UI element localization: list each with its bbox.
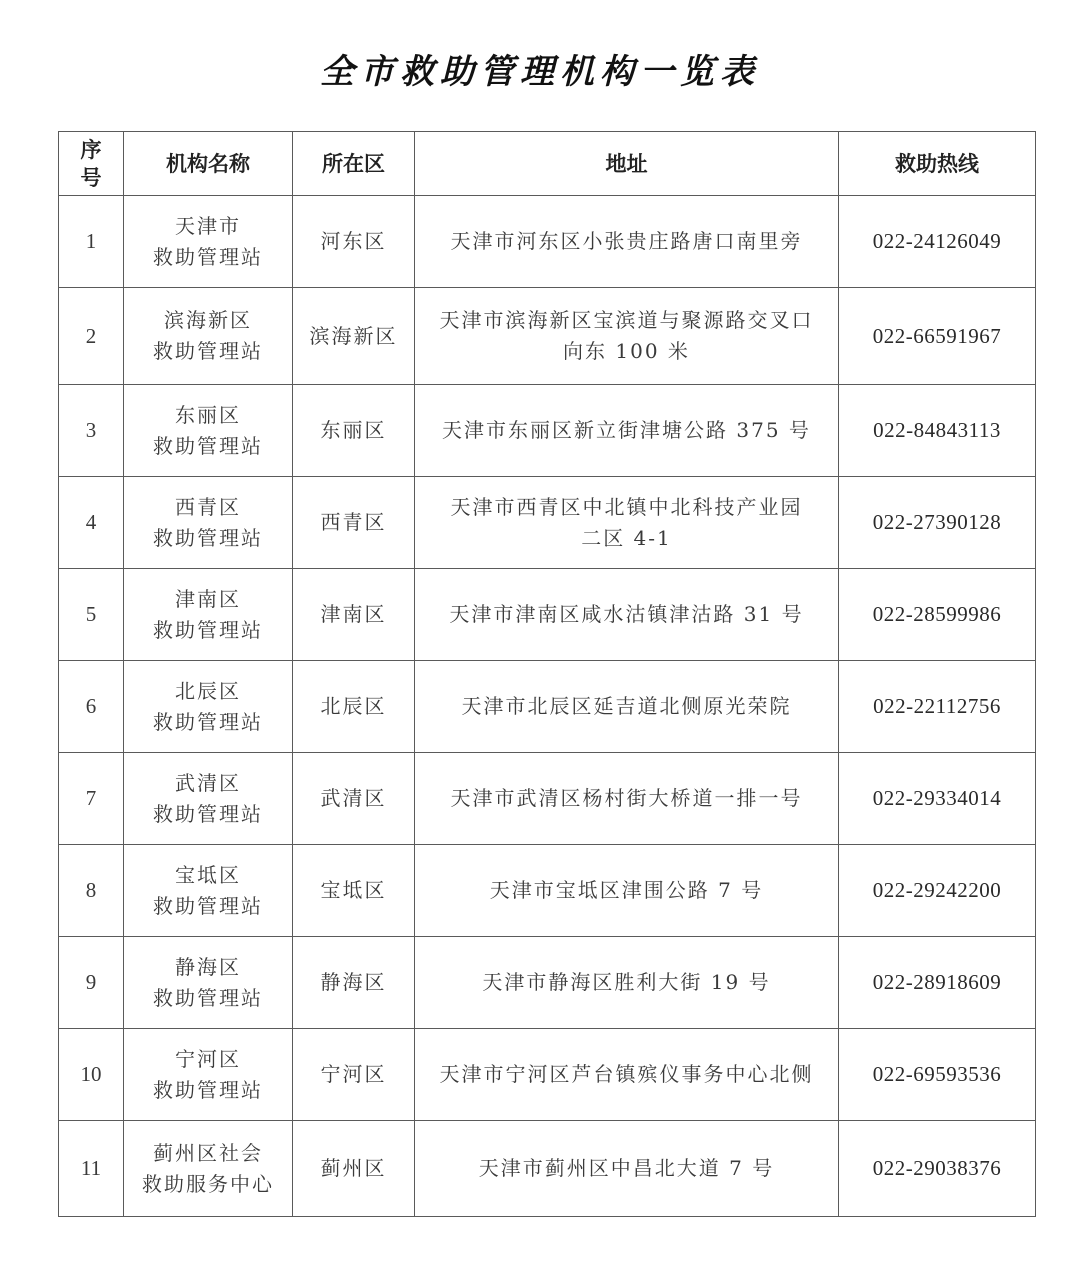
- cell-address: [415, 661, 839, 753]
- cell-district: 东丽区: [293, 385, 415, 477]
- agency-name-line2: 救助管理站: [153, 339, 263, 363]
- cell-address: [415, 288, 839, 385]
- cell-agency-name: [124, 845, 293, 937]
- address-line2: 二区 4-1: [581, 525, 672, 550]
- cell-agency-name: [124, 288, 293, 385]
- agency-name-line2: 救助管理站: [153, 893, 263, 918]
- cell-agency-name: [124, 477, 293, 569]
- cell-district: 西青区: [293, 477, 415, 569]
- cell-seq: 9: [59, 937, 124, 1029]
- agency-name-line1: 宁河区: [175, 1046, 241, 1071]
- header-address: 地址: [415, 132, 839, 196]
- table-row: [59, 385, 1036, 477]
- cell-seq: 1: [59, 196, 124, 288]
- header-district: 所在区: [293, 132, 415, 196]
- cell-hotline: 022-22112756: [839, 661, 1036, 753]
- cell-seq: 4: [59, 477, 124, 569]
- cell-district: 河东区: [293, 196, 415, 288]
- cell-agency-name: [124, 661, 293, 753]
- cell-agency-name: [124, 196, 293, 288]
- address-line1: 天津市静海区胜利大街 19 号: [482, 970, 771, 994]
- agency-name-line2: 救助服务中心: [142, 1171, 274, 1196]
- cell-address: [415, 753, 839, 845]
- agency-name-line1: 天津市: [175, 213, 241, 238]
- cell-district: 静海区: [293, 937, 415, 1029]
- cell-address: [415, 196, 839, 288]
- cell-agency-name: [124, 753, 293, 845]
- agency-name-line1: 北辰区: [175, 678, 241, 703]
- table-row: [59, 1121, 1036, 1217]
- table-row: [59, 288, 1036, 385]
- cell-address: [415, 1029, 839, 1121]
- cell-seq: 5: [59, 569, 124, 661]
- agency-name-line2: 救助管理站: [153, 433, 263, 458]
- cell-district: 宝坻区: [293, 845, 415, 937]
- agency-name-line2: 救助管理站: [153, 244, 263, 269]
- header-seq-line2: 号: [80, 165, 102, 190]
- cell-seq: 8: [59, 845, 124, 937]
- document-title: 全市救助管理机构一览表: [320, 52, 760, 92]
- cell-hotline: 022-24126049: [839, 196, 1036, 288]
- address-line1: 天津市津南区咸水沽镇津沽路 31 号: [449, 602, 804, 626]
- agency-name-line1: 静海区: [175, 954, 241, 979]
- table-row: [59, 1029, 1036, 1121]
- agency-name-line1: 西青区: [175, 494, 241, 519]
- cell-hotline: 022-84843113: [839, 385, 1036, 477]
- cell-district: 武清区: [293, 753, 415, 845]
- agency-name-line1: 宝坻区: [175, 862, 241, 887]
- header-name: 机构名称: [124, 132, 293, 196]
- cell-district: 滨海新区: [293, 288, 415, 385]
- header-hotline: 救助热线: [839, 132, 1036, 196]
- cell-district: 津南区: [293, 569, 415, 661]
- header-seq-line1: 序: [80, 137, 102, 162]
- cell-hotline: 022-29038376: [839, 1121, 1036, 1217]
- address-line1: 天津市宁河区芦台镇殡仪事务中心北侧: [439, 1062, 814, 1086]
- cell-address: [415, 845, 839, 937]
- address-line1: 天津市滨海新区宝滨道与聚源路交叉口: [439, 308, 814, 332]
- address-line1: 天津市河东区小张贵庄路唐口南里旁: [450, 229, 803, 253]
- address-line1: 天津市蓟州区中昌北大道 7 号: [478, 1156, 775, 1180]
- table-row: [59, 845, 1036, 937]
- cell-address: [415, 385, 839, 477]
- cell-district: 北辰区: [293, 661, 415, 753]
- rescue-agency-table: [58, 131, 1036, 1217]
- table-row: [59, 937, 1036, 1029]
- cell-seq: 10: [59, 1029, 124, 1121]
- cell-district: 宁河区: [293, 1029, 415, 1121]
- cell-agency-name: [124, 385, 293, 477]
- table-row: [59, 196, 1036, 288]
- address-line1: 天津市宝坻区津围公路 7 号: [489, 878, 764, 902]
- cell-seq: 6: [59, 661, 124, 753]
- address-line2: 向东 100 米: [563, 339, 690, 363]
- agency-name-line1: 东丽区: [175, 402, 241, 427]
- cell-hotline: 022-27390128: [839, 477, 1036, 569]
- agency-name-line1: 津南区: [175, 586, 241, 611]
- agency-name-line1: 滨海新区: [164, 308, 252, 332]
- agency-name-line2: 救助管理站: [153, 709, 263, 734]
- cell-address: [415, 569, 839, 661]
- cell-agency-name: [124, 1121, 293, 1217]
- table-row: [59, 753, 1036, 845]
- cell-hotline: 022-69593536: [839, 1029, 1036, 1121]
- address-line1: 天津市北辰区延吉道北侧原光荣院: [461, 694, 792, 718]
- agency-name-line2: 救助管理站: [153, 801, 263, 826]
- cell-seq: 2: [59, 288, 124, 385]
- cell-seq: 7: [59, 753, 124, 845]
- agency-name-line2: 救助管理站: [153, 617, 263, 642]
- cell-agency-name: [124, 937, 293, 1029]
- cell-address: [415, 477, 839, 569]
- table-header-row: [59, 132, 1036, 196]
- address-line1: 天津市西青区中北镇中北科技产业园: [450, 494, 803, 519]
- cell-agency-name: [124, 569, 293, 661]
- cell-hotline: 022-28599986: [839, 569, 1036, 661]
- cell-hotline: 022-66591967: [839, 288, 1036, 385]
- address-line1: 天津市东丽区新立街津塘公路 375 号: [442, 418, 811, 442]
- table-row: [59, 661, 1036, 753]
- agency-name-line2: 救助管理站: [153, 525, 263, 550]
- table-row: [59, 569, 1036, 661]
- cell-address: [415, 937, 839, 1029]
- agency-name-line1: 武清区: [175, 770, 241, 795]
- agency-name-line1: 蓟州区社会: [153, 1140, 263, 1165]
- cell-seq: 3: [59, 385, 124, 477]
- address-line1: 天津市武清区杨村街大桥道一排一号: [450, 786, 803, 810]
- agency-name-line2: 救助管理站: [153, 985, 263, 1010]
- cell-agency-name: [124, 1029, 293, 1121]
- agency-name-line2: 救助管理站: [153, 1077, 263, 1102]
- cell-district: 蓟州区: [293, 1121, 415, 1217]
- cell-hotline: 022-29242200: [839, 845, 1036, 937]
- cell-hotline: 022-28918609: [839, 937, 1036, 1029]
- cell-address: [415, 1121, 839, 1217]
- cell-seq: 11: [59, 1121, 124, 1217]
- table-row: [59, 477, 1036, 569]
- header-seq: [59, 132, 124, 196]
- cell-hotline: 022-29334014: [839, 753, 1036, 845]
